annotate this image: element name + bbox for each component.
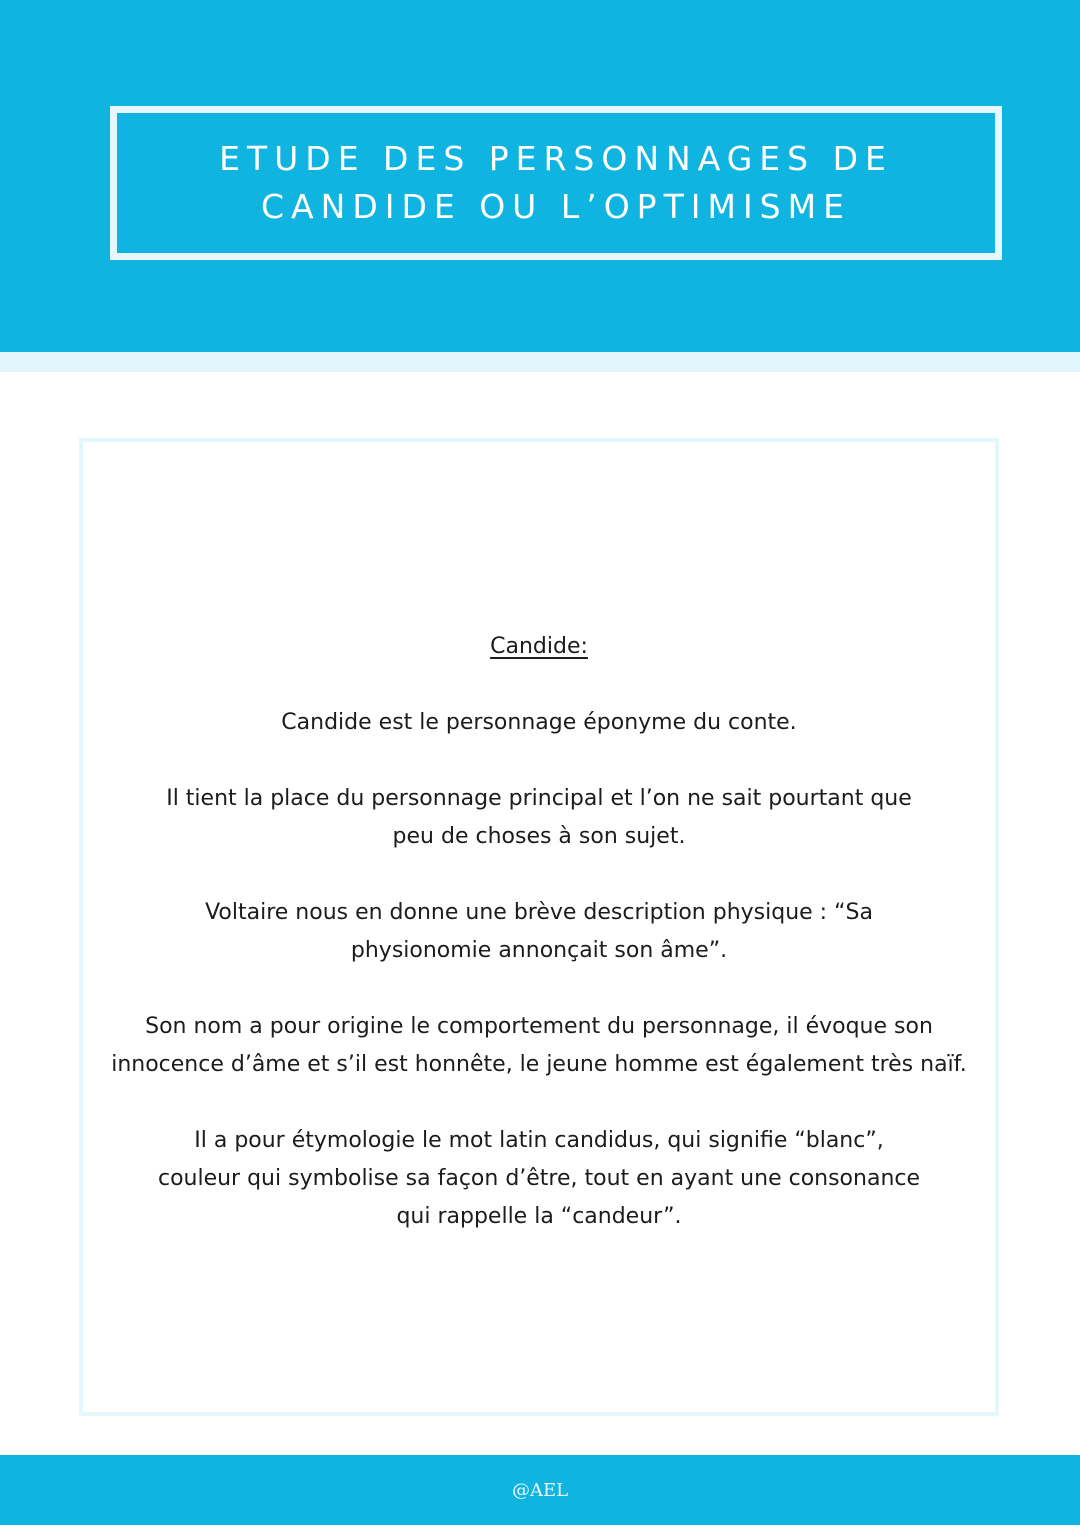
paragraph-1: Candide est le personnage éponyme du conte. — [281, 710, 797, 735]
paragraph-2: Il tient la place du personnage principal et l’on ne sait pourtant que peu de choses à son sujet. — [166, 786, 912, 849]
paragraph-3: Voltaire nous en donne une brève description physique : “Sa physionomie annonçait son âme”. — [205, 900, 873, 963]
content-body — [83, 628, 995, 1274]
header-band — [0, 0, 1080, 352]
section-heading: Candide: — [490, 634, 588, 659]
page-title — [219, 135, 893, 231]
paragraph-5: Il a pour étymologie le mot latin candidus, qui signifie “blanc”, couleur qui symbolise sa façon d’être, tout en ayant une consonance qui rappelle la “candeur”. — [157, 1128, 921, 1229]
page-title-line-2: CANDIDE OU L’OPTIMISME — [261, 187, 851, 226]
paragraph-4: Son nom a pour origine le comportement du personnage, il évoque son innocence d’âme et s’il est honnête, le jeune homme est également très naïf. — [111, 1014, 967, 1077]
footer-credit: @AEL — [511, 1479, 569, 1501]
header-divider-stripe — [0, 352, 1080, 372]
page-title-line-1: ETUDE DES PERSONNAGES DE — [219, 139, 893, 178]
title-box — [110, 106, 1002, 260]
content-frame — [79, 438, 999, 1416]
footer-band — [0, 1455, 1080, 1525]
